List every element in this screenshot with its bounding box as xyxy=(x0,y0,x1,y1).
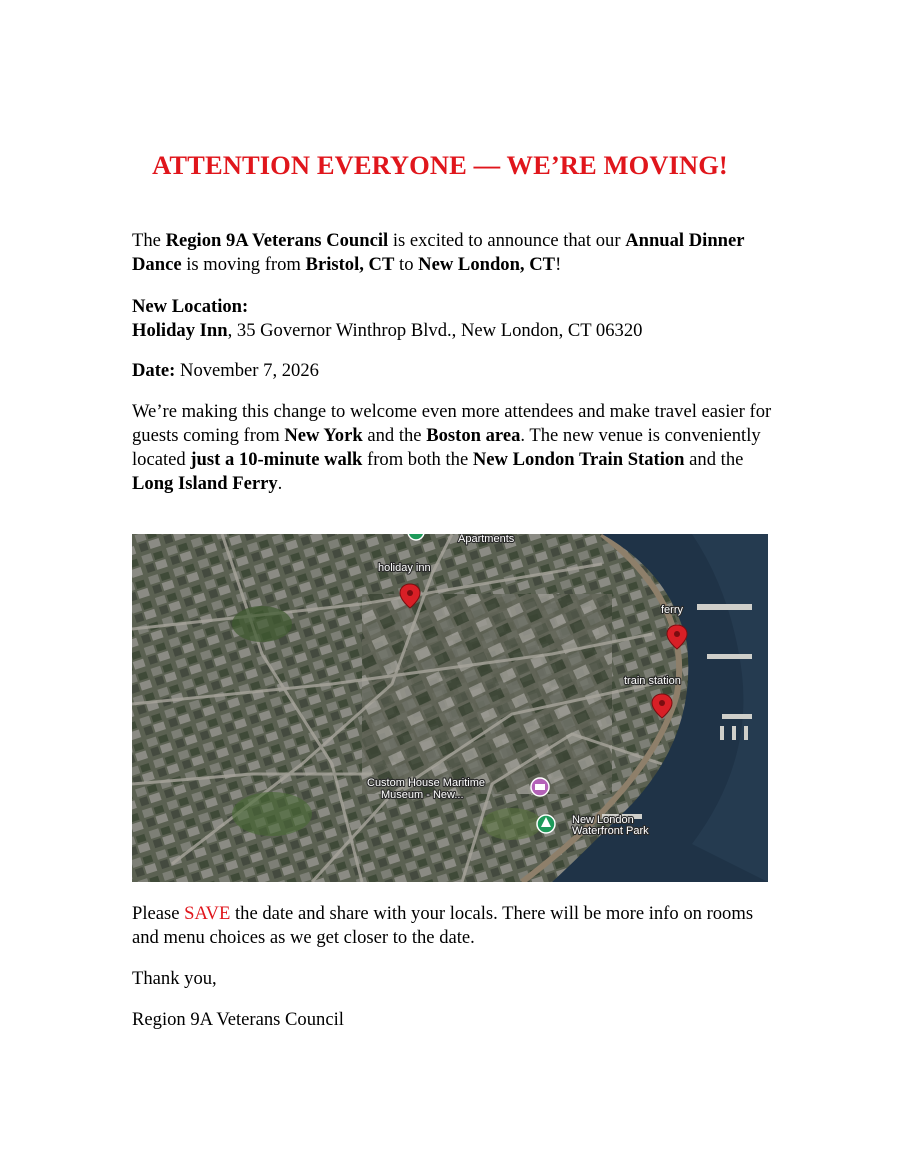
label-holiday-inn: holiday inn xyxy=(378,562,431,574)
label-ferry: ferry xyxy=(661,604,683,616)
venue-address: , 35 Governor Winthrop Blvd., New London, CT 06320 xyxy=(227,320,643,341)
map-graphic xyxy=(132,534,768,882)
museum-icon[interactable] xyxy=(531,778,549,796)
intro-paragraph: The Region 9A Veterans Council is excited to announce that our Annual Dinner Dance is moving from Bristol, CT to New London, CT! xyxy=(132,230,745,275)
label-train-station: train station xyxy=(624,675,681,687)
label-apartments: Apartments xyxy=(458,534,515,545)
date-value: November 7, 2026 xyxy=(175,360,319,381)
page-title: ATTENTION EVERYONE — WE’RE MOVING! xyxy=(152,150,728,180)
to-city: New London, CT xyxy=(418,254,556,275)
label-museum-line1: Custom House Maritime xyxy=(367,777,485,789)
date-label: Date: xyxy=(132,360,176,381)
org-name: Region 9A Veterans Council xyxy=(165,230,389,251)
closing-paragraph: Please SAVE the date and share with your locals. There will be more info on rooms and menu choices as we get closer to the date. xyxy=(132,903,754,948)
signature: Region 9A Veterans Council xyxy=(132,1009,344,1030)
thanks-line: Thank you, xyxy=(132,968,217,989)
location-block xyxy=(132,295,772,343)
satellite-map xyxy=(132,534,768,882)
from-city: Bristol, CT xyxy=(305,254,395,275)
label-park-line1: New London xyxy=(572,814,634,826)
reason-paragraph: We’re making this change to welcome even more attendees and make travel easier for guests coming from New York and the Boston area. The new venue is conveniently located just a 10-minute walk from both the New London Train Station and the Long Island Ferry. xyxy=(132,401,772,494)
event-name: Annual Dinner Dance xyxy=(132,230,745,275)
date-block xyxy=(132,359,772,383)
location-label: New Location: xyxy=(132,296,249,317)
label-park-line2: Waterfront Park xyxy=(572,825,649,837)
save-word: SAVE xyxy=(184,903,231,924)
label-museum-line2: Museum - New... xyxy=(381,789,464,801)
venue-name: Holiday Inn xyxy=(132,320,228,341)
park-icon[interactable] xyxy=(537,815,555,833)
